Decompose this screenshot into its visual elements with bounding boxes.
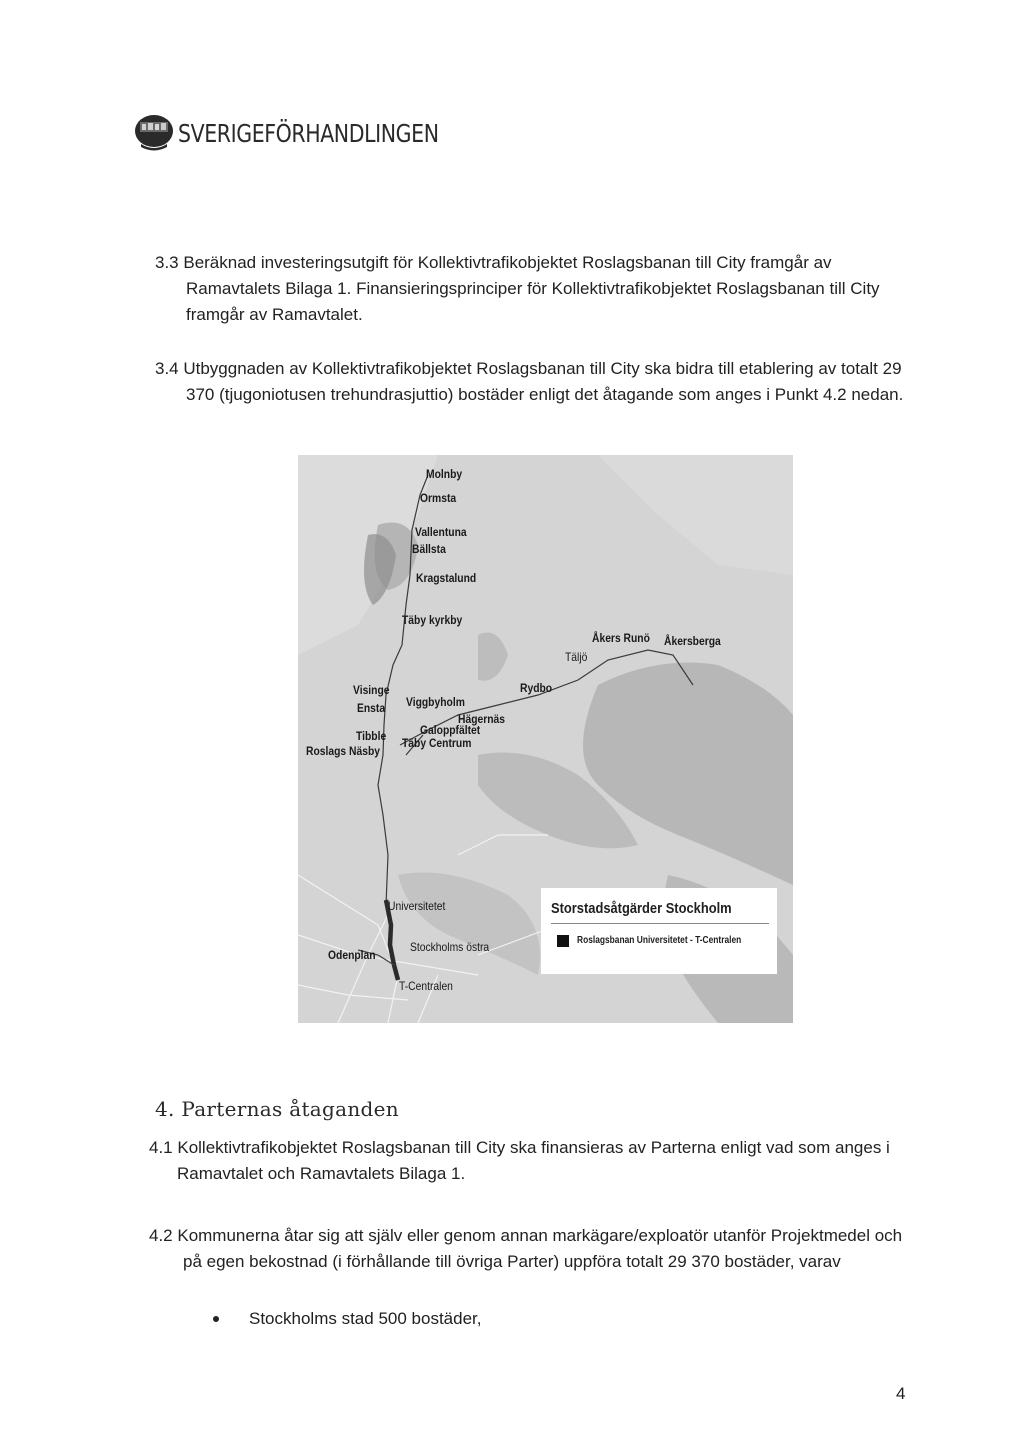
paragraph-3-3 — [155, 250, 905, 328]
emblem-logo-icon — [133, 112, 175, 154]
map-label-taby-kyrkby: Täby kyrkby — [402, 613, 463, 627]
paragraph-4-2-text: 4.2 Kommunerna åtar sig att själv eller genom annan markägare/exploatör utanför Projektmedel och på egen bekostnad (i förhållande till övriga Parter) uppföra totalt 29 370 bostäder, varav — [149, 1226, 903, 1271]
map-label-vallentuna: Vallentuna — [415, 525, 467, 539]
legend-divider — [551, 923, 769, 924]
paragraph-3-4-text: 3.4 Utbyggnaden av Kollektivtrafikobjektet Roslagsbanan till City ska bidra till etablering av totalt 29 370 (tjugoniotusen trehundrasjuttio) bostäder enligt det åtagande som anges i Punkt 4.2 nedan. — [155, 359, 904, 404]
map-label-galoppfaltet: Galoppfältet — [420, 723, 481, 737]
map-label-taby-centrum: Täby Centrum — [402, 736, 472, 750]
map-label-kragstalund: Kragstalund — [416, 571, 477, 585]
map-label-ballsta: Bällsta — [412, 542, 446, 556]
legend-swatch — [557, 935, 569, 947]
document-header — [133, 110, 496, 156]
list-item — [213, 1306, 481, 1332]
map-label-molnby: Molnby — [426, 467, 463, 481]
paragraph-3-3-text: 3.3 Beräknad investeringsutgift för Kollektivtrafikobjektet Roslagsbanan till City framgår av Ramavtalets Bilaga 1. Finansieringsprinciper för Kollektivtrafikobjektet Roslagsbanan till City framgår av Ramavtalet. — [155, 253, 880, 324]
bullet-icon — [213, 1316, 219, 1322]
map-label-stockholms-ostra: Stockholms östra — [410, 940, 490, 954]
map-label-taljo: Täljö — [565, 650, 588, 664]
legend-item: Roslagsbanan Universitetet - T-Centralen — [577, 934, 742, 946]
map-label-ormsta: Ormsta — [420, 491, 457, 505]
paragraph-4-2 — [149, 1223, 919, 1275]
map-label-viggbyholm: Viggbyholm — [406, 695, 465, 709]
page-number: 4 — [896, 1384, 906, 1403]
map-label-odenplan: Odenplan — [328, 948, 376, 962]
map-label-hagernas: Hägernäs — [458, 712, 506, 726]
header-title: SVERIGEFÖRHANDLINGEN — [178, 118, 439, 148]
section-4-heading: 4. Parternas åtaganden — [155, 1097, 399, 1121]
paragraph-3-4 — [155, 356, 915, 408]
map-legend — [541, 888, 777, 974]
map-label-universitetet: Universitetet — [388, 899, 446, 913]
map-label-visinge: Visinge — [353, 683, 390, 697]
map-label-t-centralen: T-Centralen — [399, 979, 453, 993]
map-label-akers-runo: Åkers Runö — [592, 631, 650, 645]
paragraph-4-1-text: 4.1 Kollektivtrafikobjektet Roslagsbanan till City ska finansieras av Parterna enligt vad som anges i Ramavtalet och Ramavtalets Bilaga 1. — [149, 1138, 890, 1183]
map-label-roslags-nasby: Roslags Näsby — [306, 744, 381, 758]
paragraph-4-1 — [149, 1135, 919, 1187]
map-label-ensta: Ensta — [357, 701, 386, 715]
map-label-rydbo: Rydbo — [520, 681, 553, 695]
route-map — [298, 455, 793, 1023]
map-label-akersberga: Åkersberga — [664, 634, 721, 648]
legend-title: Storstadsåtgärder Stockholm — [551, 900, 732, 917]
list-item-text: Stockholms stad 500 bostäder, — [249, 1309, 482, 1328]
map-label-tibble: Tibble — [356, 729, 387, 743]
